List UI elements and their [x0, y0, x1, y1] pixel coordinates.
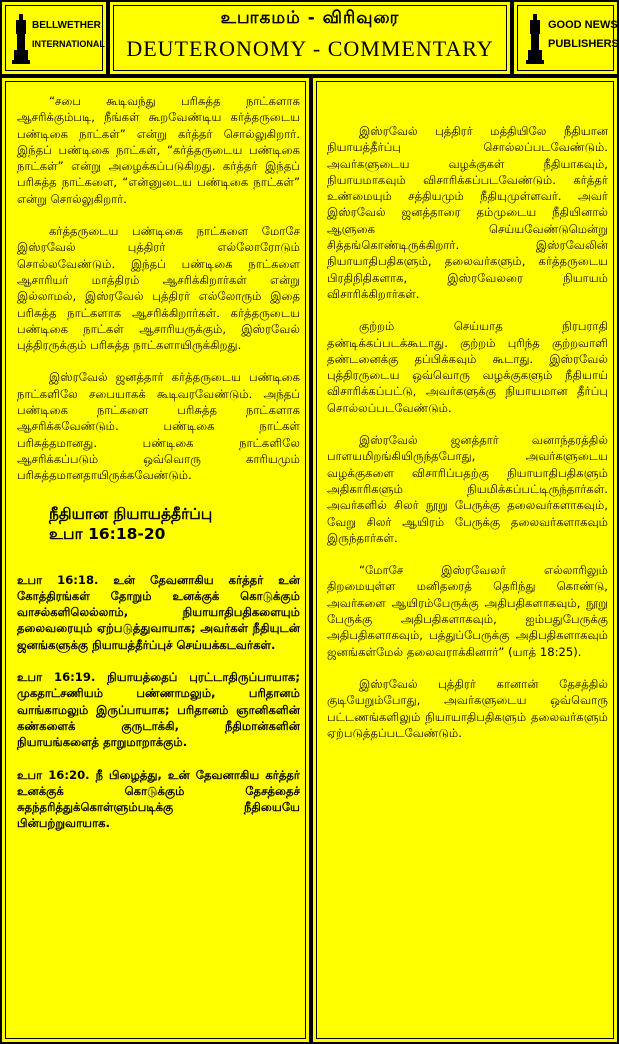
right-paragraph-2: குற்றம் செய்யாத நிரபராதி தண்டிக்கப்படக்கூடாது. குற்றம் புரிந்த குற்றவாளி தண்டனைக்கு தப்பிக்கவும் கூடாது. இஸ்ரவேல் புத்திரருடைய ஒவ்வொரு வழக்குகளும் நீதியாய் விசாரிக்கப்பட்டு, அவர்களுக்கு நியாயமான தீர்ப்பு சொல்லப்படவேண்டும்.	[327, 319, 608, 415]
right-column	[311, 76, 619, 1044]
title-english: DEUTERONOMY - COMMENTARY	[126, 36, 494, 61]
right-paragraph-4: “மோசே இஸ்ரவேலர் எல்லாரிலும் திறமையுள்ள மனிதரைத் தெரிந்து கொண்டு, அவர்களை ஆயிரம்பேருக்கு அதிபதிகளாகவும், நூறு பேருக்கு அதிபதிகளாகவும், ஐம்பதுபேருக்கு அதிபதிகளாகவும், பத்துப்பேருக்கு அதிபதிகளாகவும் ஜனங்கள்மேல் தலைவராக்கினார்” (யாத் 18:25).	[327, 563, 608, 659]
right-paragraph-5: இஸ்ரவேல் புத்திரர் கானான் தேசத்தில் குடியேறும்போது, அவர்களுடைய ஒவ்வொரு பட்டணங்களிலும் நியாயாதிபதிகளும் தலைவர்களும் ஏற்படுத்தப்படவேண்டும்.	[327, 676, 608, 740]
bellwether-logo-text: BELLWETHER INTERNATIONAL	[32, 20, 105, 49]
header-title-box	[108, 0, 512, 76]
left-paragraph-3: இஸ்ரவேல் ஜனத்தார் கர்த்தருடைய பண்டிகை நாட்களிலே சபையாகக் கூடிவரவேண்டும். அந்தப் பண்டிகை நாட்களை பரிசுத்த நாட்களாக ஆசரிக்கவேண்டும். பண்டிகை நாட்கள் பரிசுத்தமானது. பண்டிகை நாட்களிலே ஆசரிக்கப்படும் ஒவ்வொரு காரியமும் பரிசுத்தமானதாயிருக்கவேண்டும்.	[17, 370, 300, 483]
title-tamil: உபாகமம் - விரிவுரை	[220, 8, 400, 28]
right-paragraph-3: இஸ்ரவேல் ஜனத்தார் வனாந்தரத்தில் பாளயமிறங்கியிருந்தபோது, அவர்களுடைய வழக்குகளை விசாரிப்பதற்கு நியாயாதிபதிகளும் அதிகாரிகளும் நியமிக்கப்பட்டிருந்தார்கள். அவர்களில் சிலர் நூறு பேருக்கு தலைவர்களாகவும், வேறு சிலர் ஆயிரம் பேருக்கு தலைவர்களாகவும் இருந்தார்கள்.	[327, 433, 608, 545]
left-paragraph-2: கர்த்தருடைய பண்டிகை நாட்களை மோசே இஸ்ரவேல் புத்திரர் எல்லோரோடும் சொல்லவேண்டும். இந்தப் பண்டிகை நாட்களை ஆசாரியர் மாத்திரம் ஆசரிக்கிறார்கள் என்று இல்லாமல், இஸ்ரவேல் புத்திரர் எல்லோரும் இதை பரிசுத்த நாட்களாக ஆசரிக்கிறார்கள். கர்த்தருடைய பண்டிகை நாட்கள் ஆசாரியருக்கும், இஸ்ரவேல் புத்திரருக்கும் பரிசுத்த நாட்களாயிருக்கிறது.	[17, 224, 300, 353]
left-paragraph-1: “சபை கூடிவந்து பரிசுத்த நாட்களாக ஆசரிக்கும்படி, நீங்கள் கூறவேண்டிய கர்த்தருடைய பண்டிகை நாட்கள்” என்று கர்த்தர் சொல்லுகிறார். இந்தப் பண்டிகை நாட்கள், “கர்த்தருடைய பண்டிகை நாட்கள்” என்று அழைக்கப்படுகிறது. கர்த்தர் இந்தப் பரிசுத்த நாட்களை, “என்னுடைய பண்டிகை நாட்கள்” என்று சொல்லுகிறார்.	[17, 94, 300, 206]
right-paragraph-1: இஸ்ரவேல் புத்திரர் மத்தியிலே நீதியான நியாயத்தீர்ப்பு சொல்லப்படவேண்டும். அவர்களுடைய வழக்குகள் நீதியாகவும், நியாயமாகவும் விசாரிக்கப்படவேண்டும். கர்த்தர் உண்மையும் சத்தியமும் நீதியுமுள்ளவர். அவர் இஸ்ரவேல் ஜனத்தாரை தம்முடைய நீதியினால் ஆளுகை செய்யவேண்டுமென்று சித்தங்கொண்டிருக்கிறார். இஸ்ரவேலின் நியாயாதிபதிகளும், தலைவர்களும், கர்த்தருடைய பிரதிநிதிகளாக, இஸ்ரவேலரை நியாயம் விசாரிக்கிறார்கள்.	[327, 124, 608, 301]
good-news-logo-icon	[526, 12, 544, 66]
header-left-logo-box	[0, 0, 108, 76]
verse-16-20: உபா 16:20. நீ பிழைத்து, உன் தேவனாகிய கர்த்தர் உனக்குக் கொடுக்கும் தேசத்தைச் சுதந்தரித்துக்கொள்ளும்படிக்கு நீதியையே பின்பற்றுவாயாக.	[17, 767, 300, 831]
bellwether-logo-icon	[12, 12, 30, 66]
header-right-logo-box	[512, 0, 619, 76]
left-column	[0, 76, 311, 1044]
section-reference: உபா 16:18-20	[49, 524, 166, 543]
left-column-text	[17, 93, 300, 832]
good-news-logo-text: GOOD NEWS PUBLISHERS	[548, 19, 619, 50]
right-column-text	[327, 123, 608, 741]
verse-16-19: உபா 16:19. நியாயத்தைப் புரட்டாதிருப்பாயாக; முகதாட்சணியம் பண்ணாமலும், பரிதானம் வாங்காமலும் இருப்பாயாக; பரிதானம் ஞானிகளின் கண்களைக் குருடாக்கி, நீதிமான்களின் நியாயங்களைத் தாறுமாறாக்கும்.	[17, 670, 300, 750]
verse-16-18: உபா 16:18. உன் தேவனாகிய கர்த்தர் உன் கோத்திரங்கள் தோறும் உனக்குக் கொடுக்கும் வாசல்களிலெல்லாம், நியாயாதிபதிகளையும் தலைவரையும் ஏற்படுத்துவாயாக; அவர்கள் நீதியுடன் ஜனங்களுக்கு நியாயத்தீர்ப்புச் செய்யக்கடவர்கள்.	[17, 572, 300, 652]
section-heading: நீதியான நியாயத்தீர்ப்பு	[49, 504, 213, 523]
